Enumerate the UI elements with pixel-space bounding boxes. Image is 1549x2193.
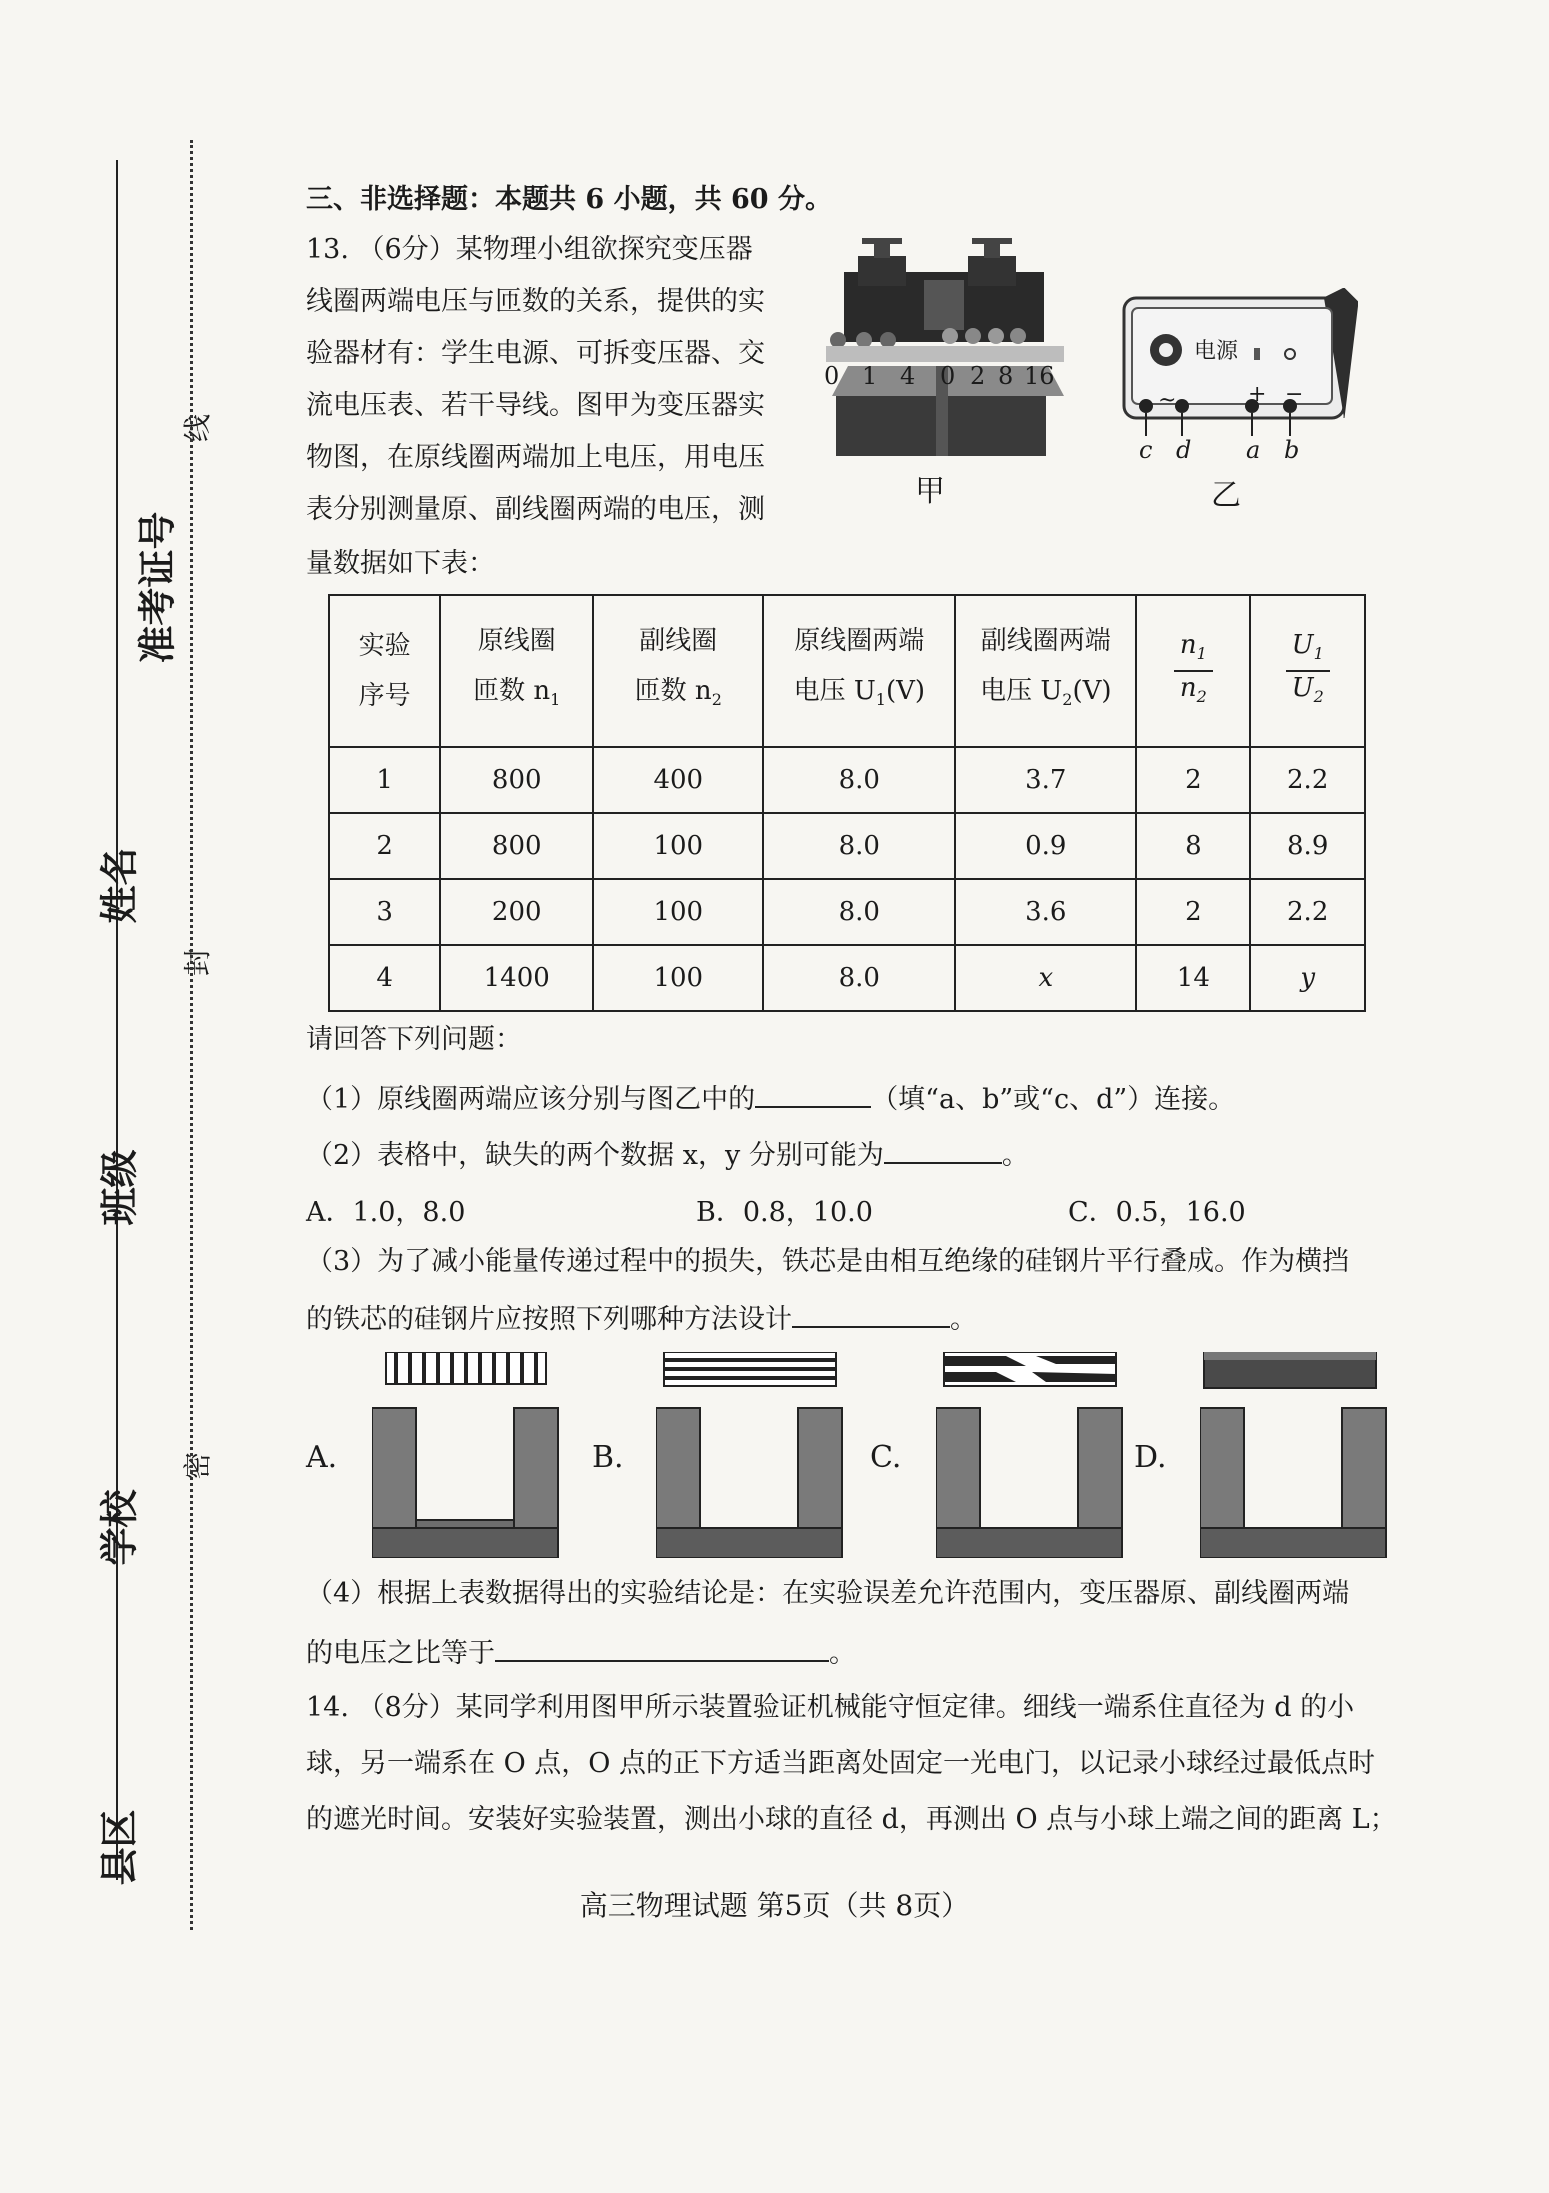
option-c[interactable]: C．0.5，16.0	[1068, 1197, 1246, 1228]
core-option-d-label[interactable]: D.	[1134, 1440, 1167, 1475]
q14-line: 球，另一端系在 O 点，O 点的正下方适当距离处固定一光电门，以记录小球经过最低点时	[306, 1748, 1376, 1779]
core-option-a-label[interactable]: A.	[306, 1440, 338, 1475]
class-label: 班级	[97, 1149, 142, 1226]
seal-char-line: 线	[181, 413, 215, 443]
q13-intro-line: 流电压表、若干导线。图甲为变压器实	[306, 390, 765, 421]
terminal-label: 0	[940, 362, 956, 390]
q13-part3-line1: （3）为了减小能量传递过程中的损失，铁芯是由相互绝缘的硅钢片平行叠成。作为横挡	[306, 1246, 1350, 1277]
terminal-b: b	[1284, 436, 1300, 464]
answer-blank-1[interactable]	[755, 1078, 871, 1108]
transformer-photo	[818, 236, 1068, 466]
answer-prompt: 请回答下列问题：	[306, 1024, 522, 1055]
ac-symbol: ~	[1158, 388, 1177, 413]
measurement-table	[328, 594, 1366, 1012]
table-row: 2 800 100 8.0 0.9 8 8.9	[329, 813, 1365, 879]
n-ratio-fraction: $\frac{n_1}{n_2}$	[1174, 629, 1213, 713]
name-label: 姓名	[97, 847, 142, 924]
q13-intro-line: 验器材有：学生电源、可拆变压器、交	[306, 338, 765, 369]
q13-intro-line: 量数据如下表：	[306, 548, 495, 579]
header-n1: 原线圈 匝数 $n_1$	[440, 595, 593, 747]
exam-id-label: 准考证号	[135, 511, 180, 664]
table-row: 4 1400 100 8.0 x 14 y	[329, 945, 1365, 1011]
header-u-ratio	[1250, 595, 1365, 747]
table-row: 3 200 100 8.0 3.6 2 2.2	[329, 879, 1365, 945]
plus-symbol: +	[1248, 382, 1267, 407]
answer-blank-4[interactable]	[495, 1632, 829, 1662]
terminal-label: 2	[970, 362, 986, 390]
terminal-label: 1	[862, 362, 878, 390]
binding-rule	[116, 160, 118, 1880]
core-option-c-label[interactable]: C.	[870, 1440, 902, 1475]
county-label: 县区	[97, 1809, 142, 1886]
core-option-d-drawing	[1200, 1352, 1390, 1558]
header-u1: 原线圈两端 电压 $U_1(V)$	[763, 595, 955, 747]
core-option-a-drawing	[372, 1352, 562, 1558]
terminal-label: 4	[900, 362, 916, 390]
q13-intro-line: 线圈两端电压与匝数的关系，提供的实	[306, 286, 765, 317]
q14-line: 的遮光时间。安装好实验装置，测出小球的直径 d，再测出 O 点与小球上端之间的距离 L；	[306, 1804, 1397, 1835]
power-supply-label: 电源	[1194, 339, 1239, 364]
terminal-a: a	[1246, 436, 1261, 464]
q13-intro-line: 物图，在原线圈两端加上电压，用电压	[306, 442, 765, 473]
section-title: 三、非选择题：本题共 6 小题，共 60 分。	[306, 184, 832, 215]
seal-char-seal: 封	[181, 947, 215, 977]
option-a[interactable]: A．1.0，8.0	[306, 1197, 466, 1228]
core-option-b-label[interactable]: B.	[592, 1440, 624, 1475]
page-footer: 高三物理试题 第5页（共 8页）	[579, 1889, 970, 1922]
header-index: 实验 序号	[329, 595, 440, 747]
q13-part3-line2: 的铁芯的硅钢片应按照下列哪种方法设计 。	[306, 1298, 977, 1338]
header-n-ratio	[1136, 595, 1250, 747]
figure-jia-label: 甲	[915, 474, 945, 509]
terminal-label: 0	[824, 362, 840, 390]
minus-symbol: −	[1285, 382, 1304, 407]
terminal-label: 16	[1024, 362, 1055, 390]
header-n2: 副线圈 匝数 $n_2$	[593, 595, 763, 747]
option-b[interactable]: B．0.8，10.0	[696, 1197, 873, 1228]
table-row: 1 800 400 8.0 3.7 2 2.2	[329, 747, 1365, 813]
answer-blank-3[interactable]	[792, 1298, 950, 1328]
figure-yi-label: 乙	[1211, 478, 1241, 513]
seal-dotted-line	[190, 140, 193, 1930]
seal-char-secret: 密	[181, 1451, 215, 1481]
header-u2: 副线圈两端 电压 $U_2(V)$	[955, 595, 1136, 747]
q13-part2: （2）表格中，缺失的两个数据 x，y 分别可能为 。	[306, 1134, 1029, 1174]
core-option-c-drawing	[936, 1352, 1126, 1558]
core-option-b-drawing	[656, 1352, 846, 1558]
q13-intro-line: 13. （6分）某物理小组欲探究变压器	[306, 234, 753, 265]
q14-line: 14. （8分）某同学利用图甲所示装置验证机械能守恒定律。细线一端系住直径为 d 的小	[306, 1692, 1355, 1723]
q13-intro-line: 表分别测量原、副线圈两端的电压，测	[306, 494, 765, 525]
q13-part4-line1: （4）根据上表数据得出的实验结论是：在实验误差允许范围内，变压器原、副线圈两端	[306, 1578, 1350, 1609]
school-label: 学校	[97, 1489, 142, 1566]
terminal-label: 8	[998, 362, 1014, 390]
answer-blank-2[interactable]	[884, 1134, 1002, 1164]
table-header-row	[329, 595, 1365, 747]
terminal-c: c	[1139, 436, 1153, 464]
q13-part1: （1）原线圈两端应该分别与图乙中的 （填“a、b”或“c、d”）连接。	[306, 1078, 1235, 1118]
terminal-d: d	[1176, 436, 1192, 464]
u-ratio-fraction: $\frac{U_1}{U_2}$	[1286, 629, 1330, 713]
q13-part4-line2: 的电压之比等于 。	[306, 1632, 856, 1672]
